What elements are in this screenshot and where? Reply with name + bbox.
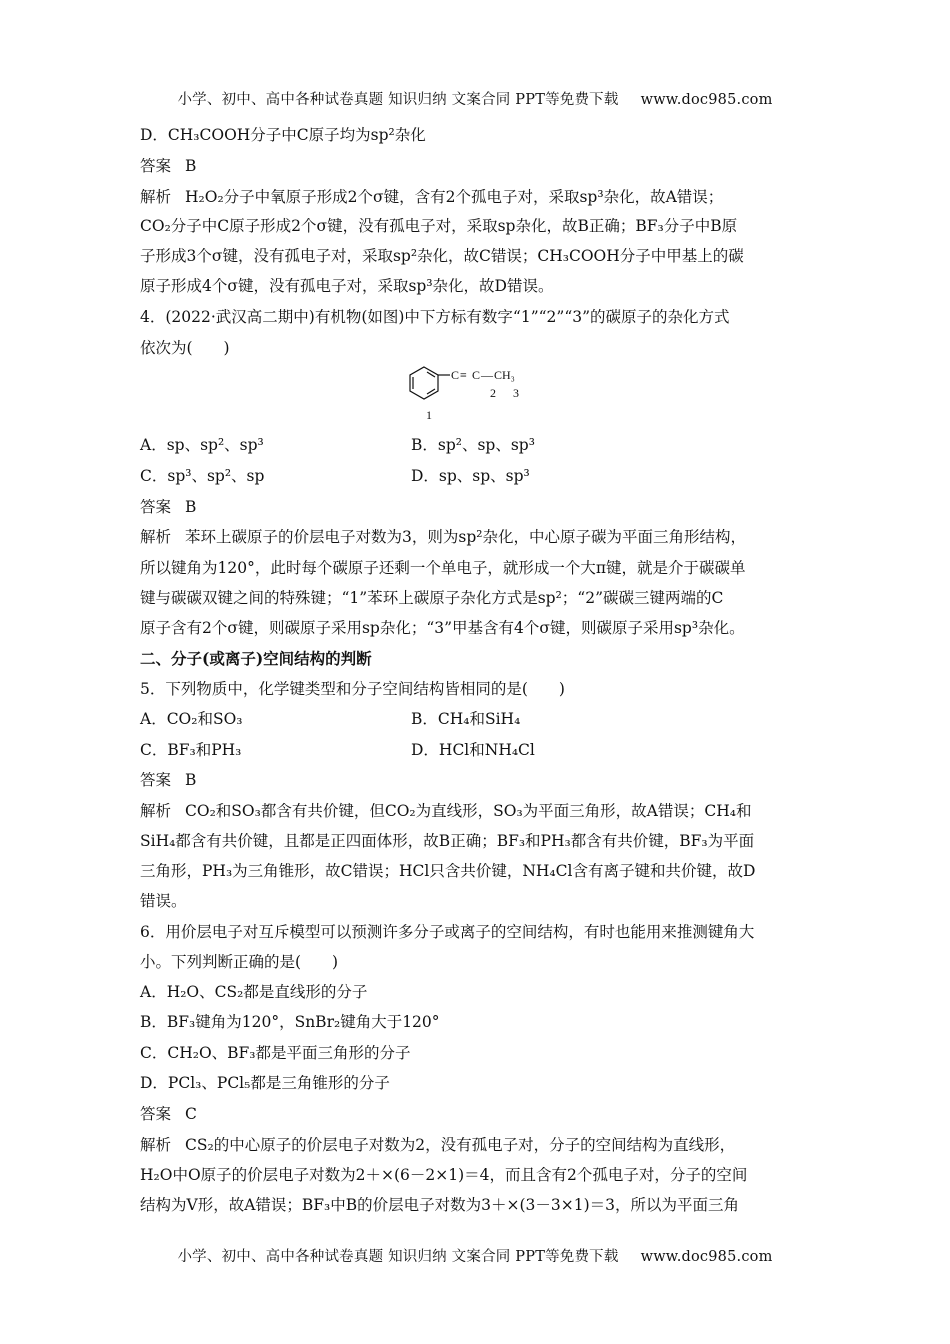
header-text: 小学、初中、高中各种试卷真题 知识归纳 文案合同 PPT等免费下载 <box>177 92 619 108</box>
q4-analysis-text: 苯环上碳原子的价层电子对数为3，则为sp²杂化，中心原子碳为平面三角形结构， <box>185 528 746 546</box>
footer-text: 小学、初中、高中各种试卷真题 知识归纳 文案合同 PPT等免费下载 <box>177 1249 619 1265</box>
q3-option-d: D．CH₃COOH分子中C原子均为sp²杂化 <box>140 126 426 144</box>
q4-answer-value: B <box>185 498 197 516</box>
q3-analysis-line-1 <box>140 187 820 207</box>
q6-option-c: C．CH₂O、BF₃都是平面三角形的分子 <box>140 1044 411 1062</box>
q5-analysis-line-4: 错误。 <box>140 892 187 910</box>
q4-option-b: B．sp²、sp、sp³ <box>411 436 535 454</box>
q5-analysis-line-2: SiH₄都含有共价键，且都是正四面体形，故B正确；BF₃和PH₃都含有共价键，BF₃为平面 <box>140 832 755 850</box>
mol-ch3: CH₃ <box>494 368 515 382</box>
answer-label: 答案 <box>140 498 172 516</box>
q5-answer <box>140 770 820 790</box>
q4-analysis-line-3: 键与碳碳双键之间的特殊键；“1”苯环上碳原子杂化方式是sp²；“2”碳碳三键两端的C <box>140 589 724 607</box>
q6-answer-value: C <box>185 1105 197 1123</box>
page-header <box>0 88 950 109</box>
q5-option-b: B．CH₄和SiH₄ <box>411 710 521 728</box>
mol-c1: C <box>451 368 460 382</box>
mol-label-2: 2 <box>490 386 496 400</box>
q3-analysis-line-3: 子形成3个σ键，没有孤电子对，采取sp²杂化，故C错误；CH₃COOH分子中甲基上的碳 <box>140 247 744 265</box>
q6-option-a: A．H₂O、CS₂都是直线形的分子 <box>140 983 368 1001</box>
mol-label-3: 3 <box>513 386 519 400</box>
analysis-label: 解析 <box>140 802 172 820</box>
molecule-structure <box>406 364 556 424</box>
answer-label: 答案 <box>140 771 172 789</box>
q6-option-b: B．BF₃键角为120°，SnBr₂键角大于120° <box>140 1013 440 1031</box>
q4-analysis-line-2: 所以键角为120°，此时每个碳原子还剩一个单电子，就形成一个大π键，就是介于碳碳单 <box>140 559 746 577</box>
q4-analysis-line-1 <box>140 527 820 547</box>
q3-analysis-text: H₂O₂分子中氧原子形成2个σ键，含有2个孤电子对，采取sp³杂化，故A错误； <box>185 188 724 206</box>
q4-option-d: D．sp、sp、sp³ <box>411 467 530 485</box>
q4-stem-line-1: 4．(2022·武汉高二期中)有机物(如图)中下方标有数字“1”“2”“3”的碳原子的杂化方式 <box>140 308 730 326</box>
analysis-label: 解析 <box>140 1136 172 1154</box>
q5-option-d: D．HCl和NH₄Cl <box>411 741 535 759</box>
benzene-ring <box>410 367 438 399</box>
q5-analysis-line-3: 三角形，PH₃为三角锥形，故C错误；HCl只含共价键，NH₄Cl含有离子键和共价键，故D <box>140 862 756 880</box>
analysis-label: 解析 <box>140 188 172 206</box>
q3-analysis-line-2: CO₂分子中C原子形成2个σ键，没有孤电子对，采取sp杂化，故B正确；BF₃分子中B原 <box>140 217 738 235</box>
q5-analysis-line-1 <box>140 801 820 821</box>
mol-c2: C <box>472 368 481 382</box>
q6-analysis-line-3: 结构为V形，故A错误；BF₃中B的价层电子对数为3＋×(3－3×1)＝3，所以为平面三角 <box>140 1196 740 1214</box>
q6-stem-line-1: 6．用价层电子对互斥模型可以预测许多分子或离子的空间结构，有时也能用来推测键角大 <box>140 923 755 941</box>
q6-analysis-line-2: H₂O中O原子的价层电子对数为2＋×(6－2×1)＝4，而且含有2个孤电子对，分子的空间 <box>140 1166 748 1184</box>
q6-analysis-text: CS₂的中心原子的价层电子对数为2，没有孤电子对，分子的空间结构为直线形， <box>185 1136 736 1154</box>
q4-option-c: C．sp³、sp²、sp <box>140 467 265 485</box>
mol-triple-bond: ≡ <box>460 368 467 382</box>
answer-label: 答案 <box>140 157 172 175</box>
q6-answer <box>140 1104 820 1124</box>
mol-single-bond: — <box>481 368 493 382</box>
q3-analysis-line-4: 原子形成4个σ键，没有孤电子对，采取sp³杂化，故D错误。 <box>140 277 554 295</box>
q4-analysis-line-4: 原子含有2个σ键，则碳原子采用sp杂化；“3”甲基含有4个σ键，则碳原子采用sp³杂化。 <box>140 619 745 637</box>
q4-stem-line-2: 依次为( ) <box>140 339 230 357</box>
q6-stem-line-2: 小。下列判断正确的是( ) <box>140 953 339 971</box>
q4-option-a: A．sp、sp²、sp³ <box>140 436 264 454</box>
q5-answer-value: B <box>185 771 197 789</box>
section-2-title: 二、分子(或离子)空间结构的判断 <box>140 649 372 668</box>
q6-analysis-line-1 <box>140 1135 820 1155</box>
page-footer <box>0 1245 950 1266</box>
q5-analysis-text: CO₂和SO₃都含有共价键，但CO₂为直线形，SO₃为平面三角形，故A错误；CH₄和 <box>185 802 752 820</box>
q5-option-a: A．CO₂和SO₃ <box>140 710 243 728</box>
analysis-label: 解析 <box>140 528 172 546</box>
mol-label-1: 1 <box>426 408 432 422</box>
header-url[interactable]: www.doc985.com <box>640 92 773 108</box>
q5-option-c: C．BF₃和PH₃ <box>140 741 242 759</box>
q3-answer-value: B <box>185 157 197 175</box>
q4-answer <box>140 497 820 517</box>
q6-option-d: D．PCl₃、PCl₅都是三角锥形的分子 <box>140 1074 390 1092</box>
footer-url[interactable]: www.doc985.com <box>640 1249 773 1265</box>
q5-stem: 5．下列物质中，化学键类型和分子空间结构皆相同的是( ) <box>140 680 565 698</box>
q3-answer <box>140 156 820 176</box>
answer-label: 答案 <box>140 1105 172 1123</box>
